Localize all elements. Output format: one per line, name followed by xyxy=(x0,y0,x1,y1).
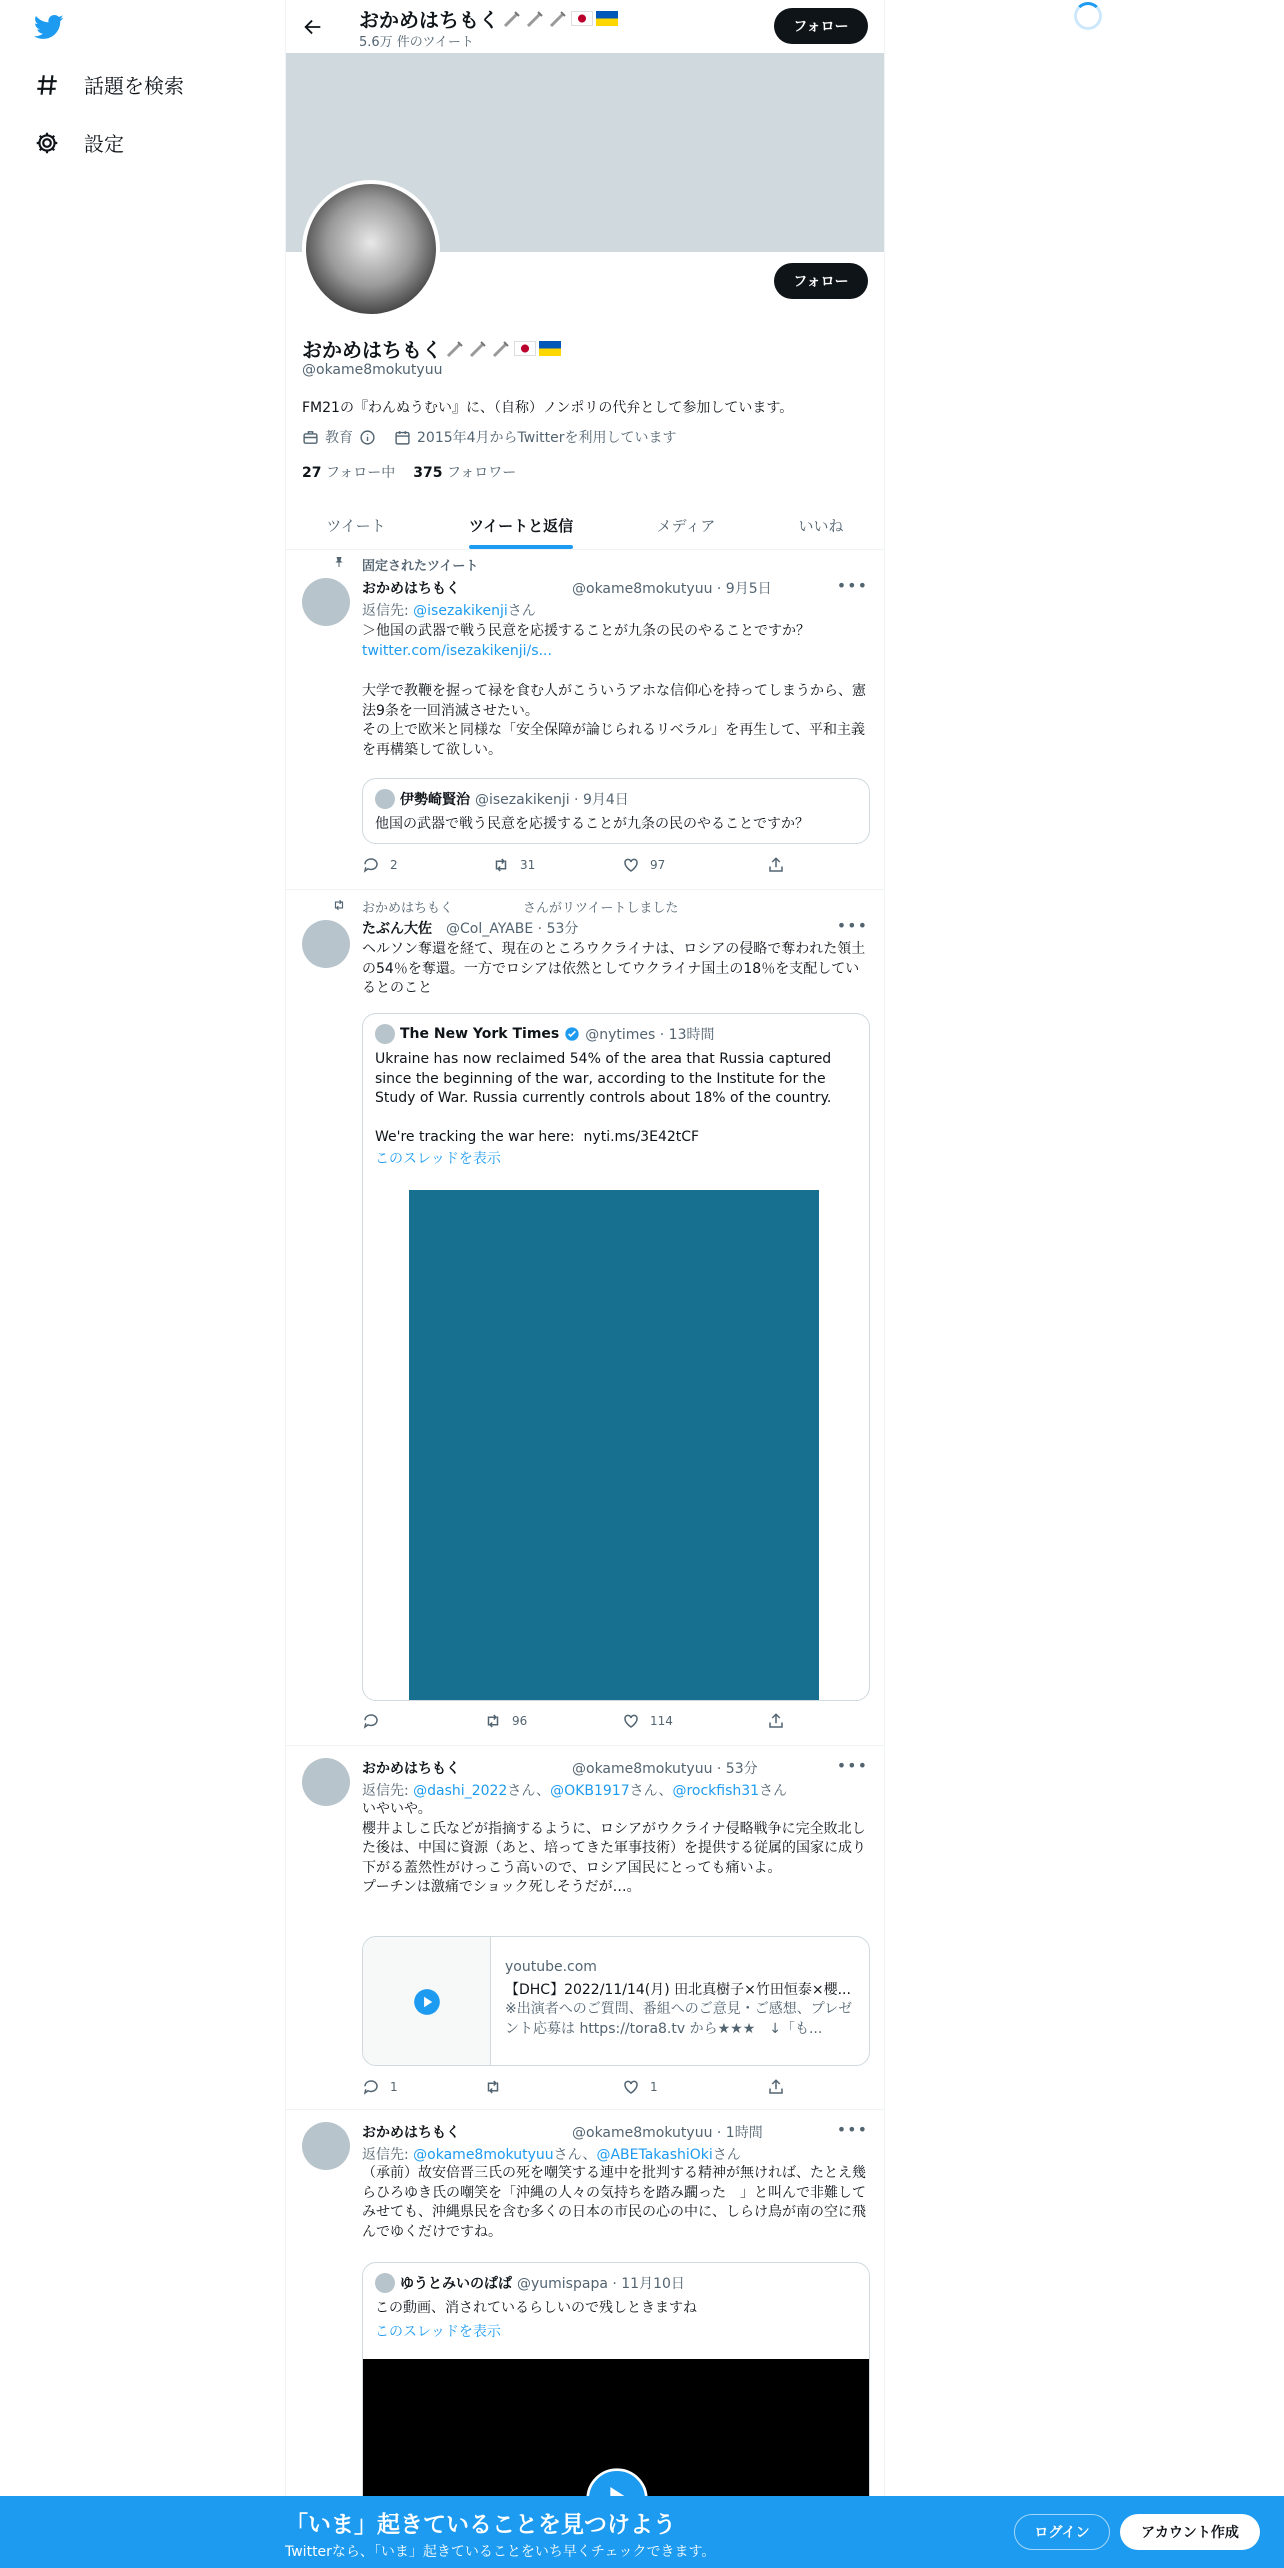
card-thumbnail xyxy=(363,1937,491,2066)
share-icon xyxy=(767,2078,785,2096)
tweet-author-name[interactable]: おかめはちもく xyxy=(362,1761,460,1777)
nav-explore[interactable] xyxy=(34,70,184,99)
briefcase-icon xyxy=(302,429,319,446)
ukraine-flag-icon xyxy=(596,11,618,26)
quote-header xyxy=(375,789,629,809)
show-thread-link[interactable]: このスレッドを表示 xyxy=(375,1151,501,1167)
header-name xyxy=(359,4,618,33)
japan-flag-icon xyxy=(514,341,536,356)
header-name-text: おかめはちもく xyxy=(359,8,499,32)
profile-tabs xyxy=(286,500,885,550)
quote-avatar xyxy=(375,789,395,809)
nav-settings-label: 設定 xyxy=(84,132,124,156)
heart-icon xyxy=(622,856,640,874)
profile-joined: 2015年4月からTwitterを利用しています xyxy=(417,430,677,446)
profile-timeline xyxy=(285,0,885,2568)
heart-icon xyxy=(622,2078,640,2096)
retweet-count: 31 xyxy=(520,858,536,872)
tweet-author-name[interactable]: たぶん大佐 xyxy=(362,921,432,937)
reply-mention[interactable]: @OKB1917 xyxy=(550,1783,630,1799)
header-follow-button[interactable]: フォロー xyxy=(774,8,868,44)
more-options-icon[interactable]: ••• xyxy=(836,2120,868,2139)
following-count: 27 xyxy=(302,465,322,481)
calendar-icon xyxy=(394,429,411,446)
tab-media[interactable]: メディア xyxy=(656,516,716,535)
avatar[interactable] xyxy=(302,578,350,626)
twitter-logo-icon[interactable] xyxy=(32,12,66,42)
tweet-author-handle[interactable]: @okame8mokutyuu · 53分 xyxy=(572,1761,758,1777)
tweet-author-handle[interactable]: @okame8mokutyuu · 9月5日 xyxy=(572,581,772,597)
reply-suffix: さん xyxy=(759,1783,788,1799)
share-icon xyxy=(767,856,785,874)
like-count: 114 xyxy=(650,1714,673,1728)
quote-author-name: ゆうとみいのぱぱ xyxy=(400,2276,512,2292)
tweet-actions xyxy=(362,856,792,876)
reply-to xyxy=(362,2144,741,2164)
quote-avatar xyxy=(375,1024,395,1044)
tweet-author-name[interactable]: おかめはちもく xyxy=(362,2125,460,2141)
syringe-emoji-icon xyxy=(468,339,488,359)
share-button[interactable] xyxy=(767,1712,785,1730)
nav-settings[interactable] xyxy=(34,128,124,157)
quote-author-handle: @yumispapa · 11月10日 xyxy=(517,2276,685,2292)
reply-suffix: さん xyxy=(507,603,536,619)
ukraine-flag-icon xyxy=(539,341,561,356)
tweet-media-image[interactable] xyxy=(409,1190,819,1701)
reply-mention[interactable]: @isezakikenji xyxy=(413,603,508,619)
retweet-icon xyxy=(484,2078,502,2096)
retweet-icon xyxy=(332,898,346,912)
tweet-author-handle[interactable]: @okame8mokutyuu · 1時間 xyxy=(572,2125,763,2141)
retweeted-by: おかめはちもく xyxy=(362,901,454,916)
followers-link[interactable] xyxy=(413,462,516,482)
tweet-author-name[interactable]: おかめはちもく xyxy=(362,581,460,597)
tweet-actions xyxy=(362,2078,792,2098)
tweet-text: ヘルソン奪還を経て、現在のところウクライナは、ロシアの侵略で奪われた領土の54％を奪還。一方でロシアは依然としてウクライナ国土の18％を支配しているとのこと xyxy=(362,941,866,996)
show-thread-link[interactable]: このスレッドを表示 xyxy=(375,2324,501,2340)
like-button[interactable] xyxy=(622,1712,673,1730)
tweet[interactable] xyxy=(286,550,885,890)
info-icon[interactable] xyxy=(359,429,376,446)
reply-button[interactable] xyxy=(362,1712,390,1730)
reply-mention[interactable]: @dashi_2022 xyxy=(413,1783,508,1799)
reply-suffix: さん xyxy=(712,2147,741,2163)
reply-prefix: 返信先: xyxy=(362,2147,414,2163)
share-button[interactable] xyxy=(767,2078,785,2096)
syringe-emoji-icon xyxy=(548,9,568,29)
retweet-icon xyxy=(492,856,510,874)
quote-text: この動画、消されているらしいので残しときますね xyxy=(375,2300,697,2316)
more-options-icon[interactable]: ••• xyxy=(836,576,868,595)
reply-button[interactable] xyxy=(362,856,398,874)
retweet-label: さんがリツイートしました xyxy=(523,901,679,916)
tweet[interactable] xyxy=(286,890,885,1746)
following-label: フォロー中 xyxy=(325,465,396,481)
header-bar xyxy=(286,0,885,53)
tab-tweets[interactable]: ツイート xyxy=(326,516,386,535)
active-tab-indicator xyxy=(469,545,573,549)
reply-mention[interactable]: @rockfish31 xyxy=(672,1783,760,1799)
tweet[interactable] xyxy=(286,1746,885,2110)
like-count: 97 xyxy=(650,858,666,872)
quote-author-handle: @isezakikenji · 9月4日 xyxy=(475,792,629,808)
left-sidebar xyxy=(0,0,286,2568)
more-options-icon[interactable]: ••• xyxy=(836,1756,868,1775)
retweet-count: 96 xyxy=(512,1714,528,1728)
reply-count: 2 xyxy=(390,858,398,872)
profile-follow-button[interactable]: フォロー xyxy=(774,263,868,299)
tweet-text: いやいや。 櫻井よしこ氏などが指摘するように、ロシアがウクライナ侵略戦争に完全敗北した後は、中国に資源（あと、培ってきた軍事技術）を提供する従属的国家に成り下がる蓋然性がけっこう高いので、ロシア国民にとっても痛いよ。 プーチンは激痛でショック死しそうだが…。 xyxy=(362,1801,866,1895)
pin-icon xyxy=(333,556,345,568)
play-icon xyxy=(413,1988,441,2016)
quote-tweet[interactable] xyxy=(362,1013,870,1701)
reply-separator: さん、 xyxy=(553,2147,597,2163)
quote-author-name: 伊勢崎賢治 xyxy=(400,792,470,808)
following-link[interactable] xyxy=(302,462,395,482)
like-button[interactable] xyxy=(622,2078,658,2096)
retweet-context[interactable] xyxy=(362,897,678,916)
quote-header xyxy=(375,2273,685,2293)
syringe-emoji-icon xyxy=(502,9,522,29)
reply-prefix: 返信先: xyxy=(362,1783,414,1799)
tweet-link[interactable]: twitter.com/isezakikenji/s... xyxy=(362,643,552,659)
profile-handle: @okame8mokutyuu xyxy=(302,362,443,378)
syringe-emoji-icon xyxy=(445,339,465,359)
tweet-text: （承前）故安倍晋三氏の死を嘲笑する連中を批判する精神が無ければ、たとえ幾らひろゆき氏の嘲笑を「沖縄の人々の気持ちを踏み躙った 」と叫んで非難してみせても、沖縄県民を含む多くの日本の市民の心の中に、しらけ鳥が南の空に飛んでゆくだけですね。 xyxy=(362,2165,866,2240)
reply-count: 1 xyxy=(390,2080,398,2094)
reply-separator: さん、 xyxy=(629,1783,673,1799)
tweet-text: ＞他国の武器で戦う民意を応援することが九条の民のやることですか？ xyxy=(362,623,810,639)
quote-author-name: The New York Times xyxy=(400,1026,560,1042)
reply-button[interactable] xyxy=(362,2078,398,2096)
syringe-emoji-icon xyxy=(491,339,511,359)
followers-label: フォロワー xyxy=(446,465,517,481)
quote-text: 他国の武器で戦う民意を応援することが九条の民のやることですか？ xyxy=(375,816,809,832)
tweet-text: 大学で教鞭を握って禄を食む人がこういうアホな信仰心を持ってしまうから、憲法9条を一回消滅させたい。 その上で欧米と同様な「安全保障が論じられるリベラル」を再生して、平和主義を再構築して欲しい。 xyxy=(362,683,866,758)
card-domain: youtube.com xyxy=(505,1959,597,1975)
avatar[interactable] xyxy=(302,1758,350,1806)
more-options-icon[interactable]: ••• xyxy=(836,916,868,935)
reply-to xyxy=(362,600,536,620)
tweet-author-handle[interactable]: @Col_AYABE · 53分 xyxy=(446,921,579,937)
tweet-actions xyxy=(362,1712,792,1732)
hashtag-icon xyxy=(34,72,60,98)
loading-spinner-icon xyxy=(1074,2,1102,30)
retweet-button[interactable] xyxy=(484,1712,527,1730)
header-tweet-count: 5.6万 件のツイート xyxy=(359,35,474,50)
reply-separator: さん、 xyxy=(507,1783,551,1799)
quote-header xyxy=(375,1024,714,1044)
profile-meta xyxy=(302,427,676,447)
reply-icon xyxy=(362,856,380,874)
verified-badge-icon xyxy=(564,1026,580,1042)
avatar[interactable] xyxy=(302,2122,350,2170)
quote-text: Ukraine has now reclaimed 54% of the area that Russia captured since the beginning of the war, according to the Institute for the Study of War. Russia currently controls about 18% of the country. We're tracking the war here: nyti.ms/3E42tCF xyxy=(375,1051,832,1145)
reply-icon xyxy=(362,2078,380,2096)
signup-button[interactable]: アカウント作成 xyxy=(1120,2514,1260,2550)
reply-prefix: 返信先: xyxy=(362,603,414,619)
profile-avatar[interactable] xyxy=(302,180,440,318)
like-count: 1 xyxy=(650,2080,658,2094)
share-button[interactable] xyxy=(767,856,785,874)
profile-bio: FM21の『わんぬうむい』に、（自称）ノンポリの代弁として参加しています。 xyxy=(302,400,794,416)
japan-flag-icon xyxy=(571,11,593,26)
profile-follow-stats xyxy=(302,462,516,482)
tab-tweets-and-replies[interactable]: ツイートと返信 xyxy=(468,516,574,535)
gear-icon xyxy=(34,130,60,156)
reply-to xyxy=(362,1780,787,1800)
quote-tweet[interactable] xyxy=(362,778,870,844)
followers-count: 375 xyxy=(413,465,443,481)
pinned-label: 固定されたツイート xyxy=(362,559,479,574)
card-title: 【DHC】2022/11/14(月) 田北真樹子×竹田恒泰×櫻... xyxy=(505,1982,851,1998)
profile-name xyxy=(302,334,561,363)
profile-category: 教育 xyxy=(325,430,353,446)
reply-icon xyxy=(362,1712,380,1730)
profile-name-text: おかめはちもく xyxy=(302,338,442,362)
back-arrow-icon[interactable] xyxy=(302,16,324,38)
retweet-button[interactable] xyxy=(484,2078,512,2096)
login-button[interactable]: ログイン xyxy=(1014,2514,1110,2550)
link-card[interactable] xyxy=(362,1936,870,2066)
reply-mention[interactable]: @okame8mokutyuu xyxy=(413,2147,554,2163)
retweet-icon xyxy=(484,1712,502,1730)
share-icon xyxy=(767,1712,785,1730)
tab-likes[interactable]: いいね xyxy=(798,516,844,535)
syringe-emoji-icon xyxy=(525,9,545,29)
heart-icon xyxy=(622,1712,640,1730)
retweet-button[interactable] xyxy=(492,856,535,874)
avatar[interactable] xyxy=(302,920,350,968)
quote-avatar xyxy=(375,2273,395,2293)
reply-mention[interactable]: @ABETakashiOki xyxy=(596,2147,713,2163)
signup-banner xyxy=(0,2496,1284,2568)
card-description: ※出演者へのご質問、番組へのご意見・ご感想、プレゼント応募は https://tora8.tv から★★★ ↓「も... xyxy=(505,2001,853,2037)
quote-author-handle: @nytimes · 13時間 xyxy=(585,1027,715,1043)
signup-banner-title: 「いま」起きていることを見つけよう xyxy=(285,2512,676,2538)
like-button[interactable] xyxy=(622,856,665,874)
signup-banner-subtitle: Twitterなら、「いま」起きていることをいち早くチェックできます。 xyxy=(285,2544,716,2560)
nav-explore-label: 話題を検索 xyxy=(84,74,184,98)
